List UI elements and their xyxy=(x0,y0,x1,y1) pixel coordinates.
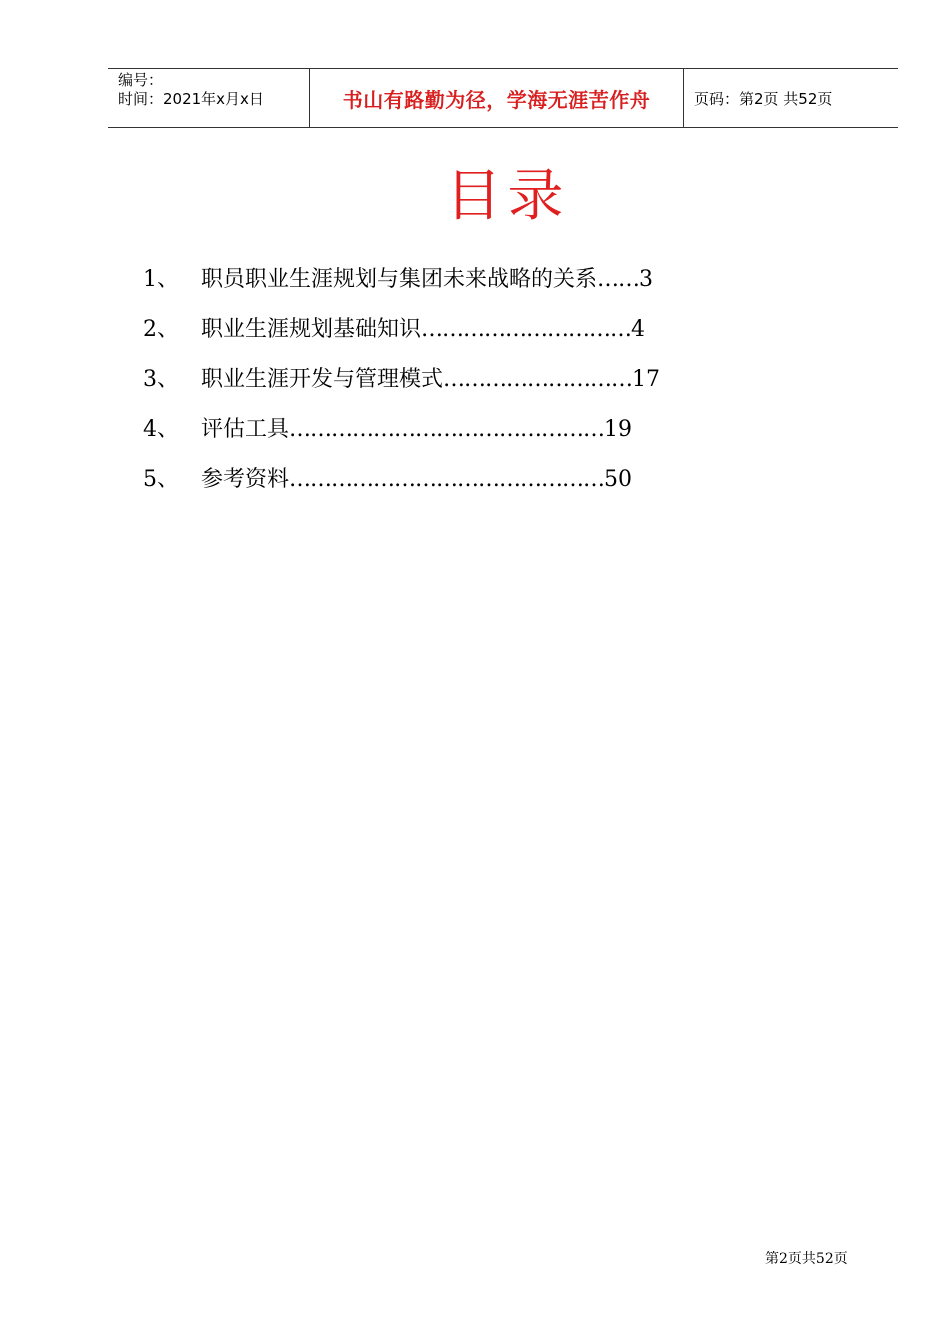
toc-page: 4 xyxy=(631,317,646,342)
toc-leader: ……………………… xyxy=(443,367,633,392)
toc-item[interactable] xyxy=(143,362,783,412)
time-label: 时间：2021年x月x日 xyxy=(118,90,264,108)
toc-text: 参考资料 xyxy=(201,467,290,492)
toc-number: 1、 xyxy=(143,267,179,292)
toc-page: 19 xyxy=(604,417,633,442)
toc-page: 17 xyxy=(632,367,661,392)
page-title: 目录 xyxy=(445,164,570,229)
toc-number: 5、 xyxy=(143,467,179,492)
toc-page: 50 xyxy=(604,467,633,492)
header-meta xyxy=(108,69,310,127)
toc-leader: ………………………… xyxy=(421,317,632,342)
toc-number: 3、 xyxy=(143,367,179,392)
page-footer: 第2页共52页 xyxy=(765,1251,848,1267)
toc-text: 评估工具 xyxy=(201,417,290,442)
header-motto: 书山有路勤为径，学海无涯苦作舟 xyxy=(310,69,684,127)
toc-item[interactable] xyxy=(143,312,783,362)
toc-item[interactable] xyxy=(143,462,783,512)
toc-leader: ……………………………………… xyxy=(289,467,605,492)
toc-page: 3 xyxy=(639,267,654,292)
toc-leader: ……………………………………… xyxy=(289,417,605,442)
toc-item[interactable] xyxy=(143,412,783,462)
code-label: 编号： xyxy=(118,71,164,89)
toc-number: 2、 xyxy=(143,317,179,342)
header-page-info: 页码：第2页 共52页 xyxy=(694,89,833,108)
toc-text: 职业生涯规划基础知识 xyxy=(201,317,422,342)
toc-text: 职员职业生涯规划与集团未来战略的关系 xyxy=(201,267,598,292)
table-of-contents xyxy=(143,262,783,512)
toc-leader: …… xyxy=(597,267,640,292)
toc-text: 职业生涯开发与管理模式 xyxy=(201,367,444,392)
page-header xyxy=(108,68,898,128)
toc-item[interactable] xyxy=(143,262,783,312)
toc-number: 4、 xyxy=(143,417,179,442)
